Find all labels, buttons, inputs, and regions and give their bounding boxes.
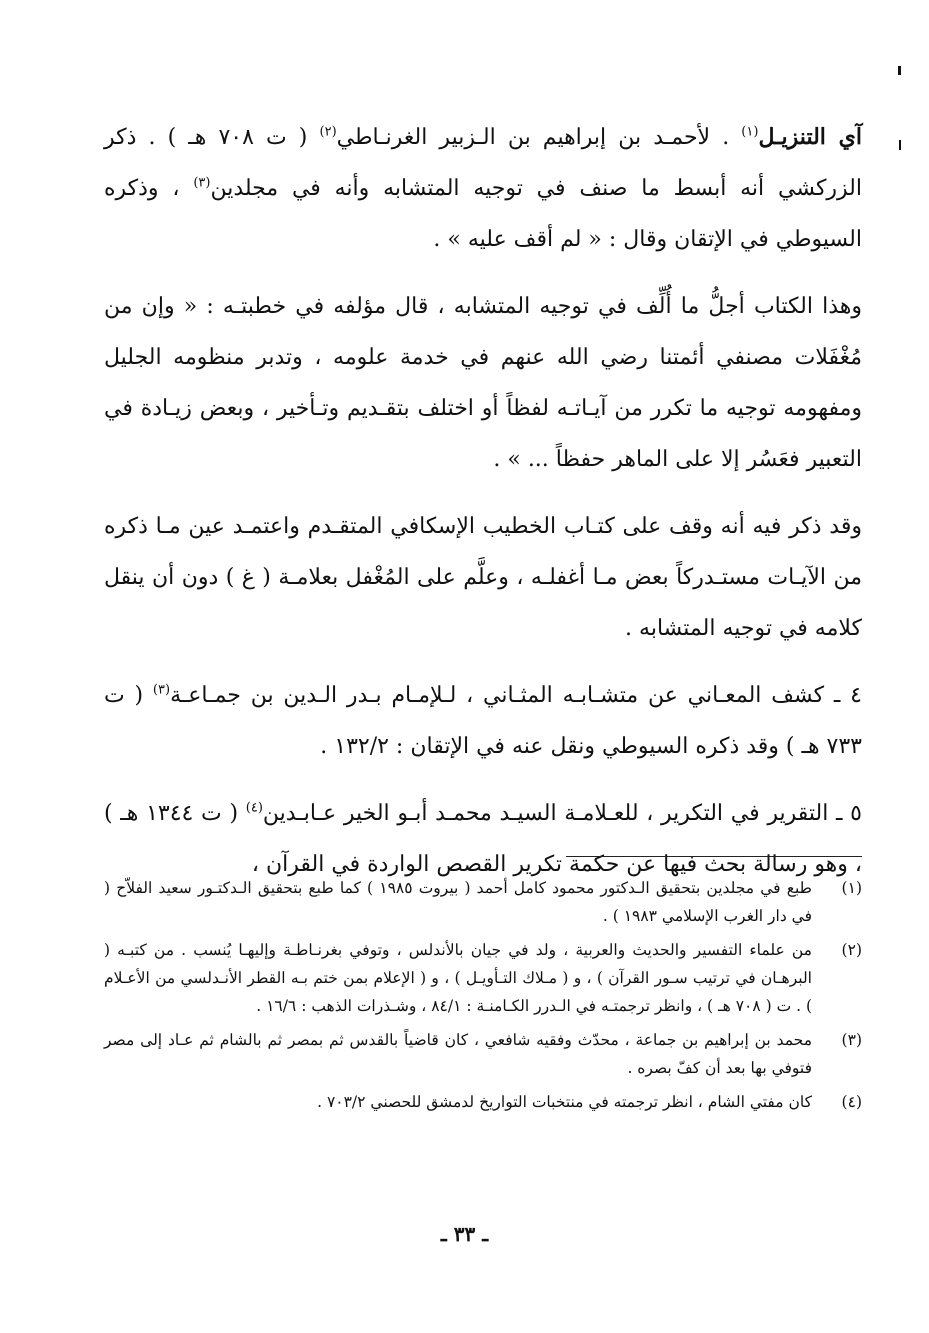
- footnote-number: (١): [841, 879, 862, 897]
- footnote: [104, 874, 862, 930]
- margin-mark-side: [899, 140, 901, 150]
- footnote-text: محمد بن إبراهيم بن جماعة ، محدّث وفقيه شافعي ، كان قاضياً بالقدس ثم بمصر ثم بالشام ثم عـاد إلى مصر فتوفي بها بعد أن كفّ بصره .: [104, 1031, 812, 1077]
- page-number: ـ ٣٣ ـ: [440, 1222, 489, 1246]
- footnote-number: (٣): [841, 1031, 862, 1049]
- paragraph-3: وقد ذكر فيه أنه وقف على كتـاب الخطيب الإسكافي المتقـدم واعتمـد عين مـا ذكره من الآيـات مستـدركاً بعض مـا أغفلـه ، وعلَّم على المُغْفل بعلامـة ( غ ) دون أن ينقل كلامه في توجيه المتشابه .: [104, 514, 862, 641]
- paragraph-2: وهذا الكتاب أجلُّ ما أُلِّف في توجيه المتشابه ، قال مؤلفه في خطبتـه : « وإن من مُغْفَلات مصنفي أئمتنا رضي الله عنهم في خدمة علومه ، وتدبر منظومه الجليل ومفهومه توجيه ما تكرر من آيـاتـه لفظاً أو اختلف بتقـديم وتـأخير ، وبعض زيـادة في التعبير فعَسُر إلا على الماهر حفظاً ... » .: [104, 294, 862, 472]
- footnotes: [104, 874, 862, 1122]
- main-text: [104, 112, 862, 906]
- list-item-4: ٤ ـ كشف المعـاني عن متشـابـه المثـاني ، لـلإمـام بـدر الـدين بن جمـاعـة$^{(٣)}$ ( ت ٧٣٣ هـ ) وقد ذكره السيوطي ونقل عنه في الإتقان : ١٣٢/٢ .: [104, 682, 862, 759]
- footnote: [104, 1088, 862, 1116]
- footnote-text: كان مفتي الشام ، انظر ترجمته في منتخبات التواريخ لدمشق للحصني ٧٠٣/٢ .: [317, 1093, 812, 1111]
- footnote-ref: (٢): [319, 124, 337, 140]
- footnote-ref: (١): [741, 124, 759, 140]
- footnote: [104, 1026, 862, 1082]
- footnote-ref: (٤): [245, 800, 263, 816]
- footnote-number: (٤): [841, 1093, 862, 1111]
- footnote-text: من علماء التفسير والحديث والعربية ، ولد في جيان بالأندلس ، وتوفي بغرنـاطـة وإليهـا يُنسب . من كتبـه ( البرهـان في ترتيب سـور القرآن ) ، و ( مـلاك التـأويـل ) ، و ( الإعلام بمن ختم بـه القطر الأنـدلسي من الأعـلام ) . ت ( ٧٠٨ هـ ) ، وانظر ترجمتـه في الـدرر الكـامنـة : ٨٤/١ ، وشـذرات الذهب : ١٦/٦ .: [104, 941, 812, 1015]
- footnote-ref: (٣): [152, 682, 171, 698]
- footnote-text: طبع في مجلدين بتحقيق الـدكتور محمود كامل أحمد ( بيروت ١٩٨٥ ) كما طبع بتحقيق الـدكتـور سعيد الفلاّح ( في دار الغرب الإسلامي ١٩٨٣ ) .: [104, 879, 812, 925]
- margin-mark-top: [898, 66, 901, 75]
- paragraph-1: آي التنزيـل$^{(١)}$ . لأحمـد بن إبراهيم بن الـزبير الغرنـاطي$^{(٢)}$ ( ت ٧٠٨ هـ ) . ذكر الزركشي أنه أبسط ما صنف في توجيه المتشابه وأنه في مجلدين$^{(٣)}$ ، وذكره السيوطي في الإتقان وقال : « لم أقف عليه » .: [104, 124, 862, 252]
- list-item-5: ٥ ـ التقرير في التكرير ، للعـلامـة السيـد محمـد أبـو الخير عـابـدين$^{(٤)}$ ( ت ١٣٤٤ هـ ) ، وهو رسالة بحث فيها عن حكمة تكرير القصص الواردة في القرآن ،: [104, 800, 862, 877]
- footnote-number: (٢): [841, 941, 862, 959]
- footnote-ref: (٣): [193, 175, 211, 191]
- footnote: [104, 936, 862, 1020]
- book-title: آي التنزيـل: [758, 124, 862, 150]
- footnote-separator: [566, 856, 862, 857]
